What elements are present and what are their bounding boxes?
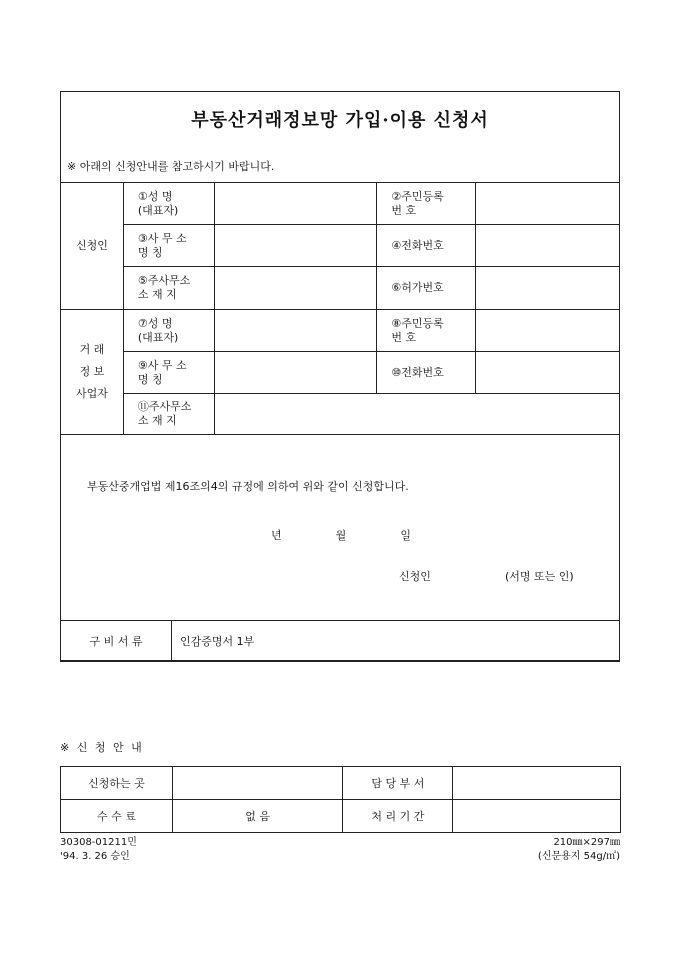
paper-size: 210㎜×297㎜ [553,837,620,848]
operator-address-label: ⑪주사무소 소 재 지 [123,394,214,435]
date-line [271,527,411,543]
operator-phone-label: ⑩전화번호 [377,352,476,394]
application-form [60,91,620,661]
operator-name-field[interactable] [214,310,377,352]
required-docs-label: 구 비 서 류 [61,621,172,662]
guide-period-value [453,800,621,833]
guide-note: ※ 아래의 신청안내를 참고하시기 바랍니다. [67,160,275,173]
declaration-section [61,434,619,620]
guide-fee-value: 없 음 [172,800,343,833]
footer-left [60,836,137,864]
applicant-license-label: ⑥허가번호 [377,267,476,310]
applicant-address-field[interactable] [214,267,377,310]
guide-period-label: 처 리 기 간 [343,800,453,833]
form-title: 부동산거래정보망 가입·이용 신청서 [191,110,489,131]
applicant-group-label: 신청인 [61,183,124,310]
guide-table [60,766,621,833]
paper-spec: (신문용지 54g/㎡) [537,851,620,862]
date-day[interactable]: 일 [400,529,411,542]
required-docs-value: 인감증명서 1부 [172,621,620,662]
guide-heading: ※ 신 청 안 내 [60,741,144,754]
operator-rrn-label: ⑧주민등록 번 호 [377,310,476,352]
guide-dept-value [453,767,621,800]
applicant-rrn-field[interactable] [476,183,620,225]
applicant-table [60,182,620,435]
approval-date: '94. 3. 26 승인 [60,851,130,862]
operator-office-field[interactable] [214,352,377,394]
applicant-name-label: ①성 명 (대표자) [123,183,214,225]
guide-where-label: 신청하는 곳 [61,767,173,800]
required-docs-table [60,620,620,662]
applicant-office-field[interactable] [214,225,377,267]
guide-where-value [172,767,343,800]
operator-office-label: ⑨사 무 소 명 칭 [123,352,214,394]
signer-label: 신청인 [399,570,431,583]
operator-address-field[interactable] [214,394,619,435]
applicant-phone-field[interactable] [476,225,620,267]
applicant-address-label: ⑤주사무소 소 재 지 [123,267,214,310]
applicant-phone-label: ④전화번호 [377,225,476,267]
declaration-text: 부동산중개업법 제16조의4의 규정에 의하여 위와 같이 신청합니다. [87,480,409,493]
operator-rrn-field[interactable] [476,310,620,352]
operator-name-label: ⑦성 명 (대표자) [123,310,214,352]
applicant-license-field[interactable] [476,267,620,310]
footer-right [538,836,620,864]
date-year[interactable]: 년 [271,529,282,542]
form-code: 30308-01211민 [60,837,137,848]
guide-dept-label: 담 당 부 서 [343,767,453,800]
operator-phone-field[interactable] [476,352,620,394]
operator-group-label: 거 래 정 보 사업자 [61,310,124,435]
applicant-office-label: ③사 무 소 명 칭 [123,225,214,267]
applicant-name-field[interactable] [214,183,377,225]
guide-fee-label: 수 수 료 [61,800,173,833]
date-month[interactable]: 월 [335,529,347,542]
applicant-rrn-label: ②주민등록 번 호 [377,183,476,225]
signature-mark[interactable]: (서명 또는 인) [505,570,574,583]
